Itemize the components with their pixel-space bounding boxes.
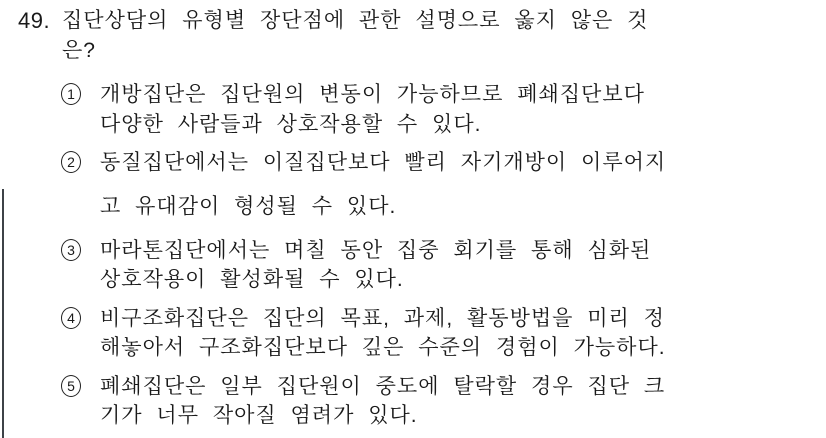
option-1-circled-number: 1	[61, 83, 81, 105]
option-1-text-line-2: 다양한 사람들과 상호작용할 수 있다.	[100, 113, 482, 136]
option-3-text-line-2: 상호작용이 활성화될 수 있다.	[100, 268, 404, 291]
option-2-circled-number: 2	[61, 151, 81, 173]
option-3-text-line-1: 마라톤집단에서는 며칠 동안 집중 회기를 통해 심화된	[100, 239, 652, 262]
option-2-text-line-1: 동질집단에서는 이질집단보다 빨리 자기개방이 이루어지	[100, 151, 667, 174]
question-number: 49.	[18, 8, 51, 33]
question-text-line-1: 집단상담의 유형별 장단점에 관한 설명으로 옳지 않은 것	[62, 9, 649, 32]
option-5-text-line-2: 기가 너무 작아질 염려가 있다.	[100, 404, 418, 427]
option-5-text-line-1: 폐쇄집단은 일부 집단원이 중도에 탈락할 경우 집단 크	[100, 375, 666, 398]
option-2-text-line-2: 고 유대감이 형성될 수 있다.	[100, 195, 397, 218]
option-1-text-line-1: 개방집단은 집단원의 변동이 가능하므로 폐쇄집단보다	[100, 83, 645, 106]
question-text-line-2: 은?	[62, 39, 96, 62]
option-3-circled-number: 3	[61, 239, 81, 261]
left-column-rule	[2, 189, 4, 438]
option-4-text-line-1: 비구조화집단은 집단의 목표, 과제, 활동방법을 미리 정	[100, 307, 665, 330]
option-4-text-line-2: 해놓아서 구조화집단보다 깊은 수준의 경험이 가능하다.	[100, 336, 666, 359]
option-4-circled-number: 4	[61, 307, 81, 329]
option-5-circled-number: 5	[61, 375, 81, 397]
